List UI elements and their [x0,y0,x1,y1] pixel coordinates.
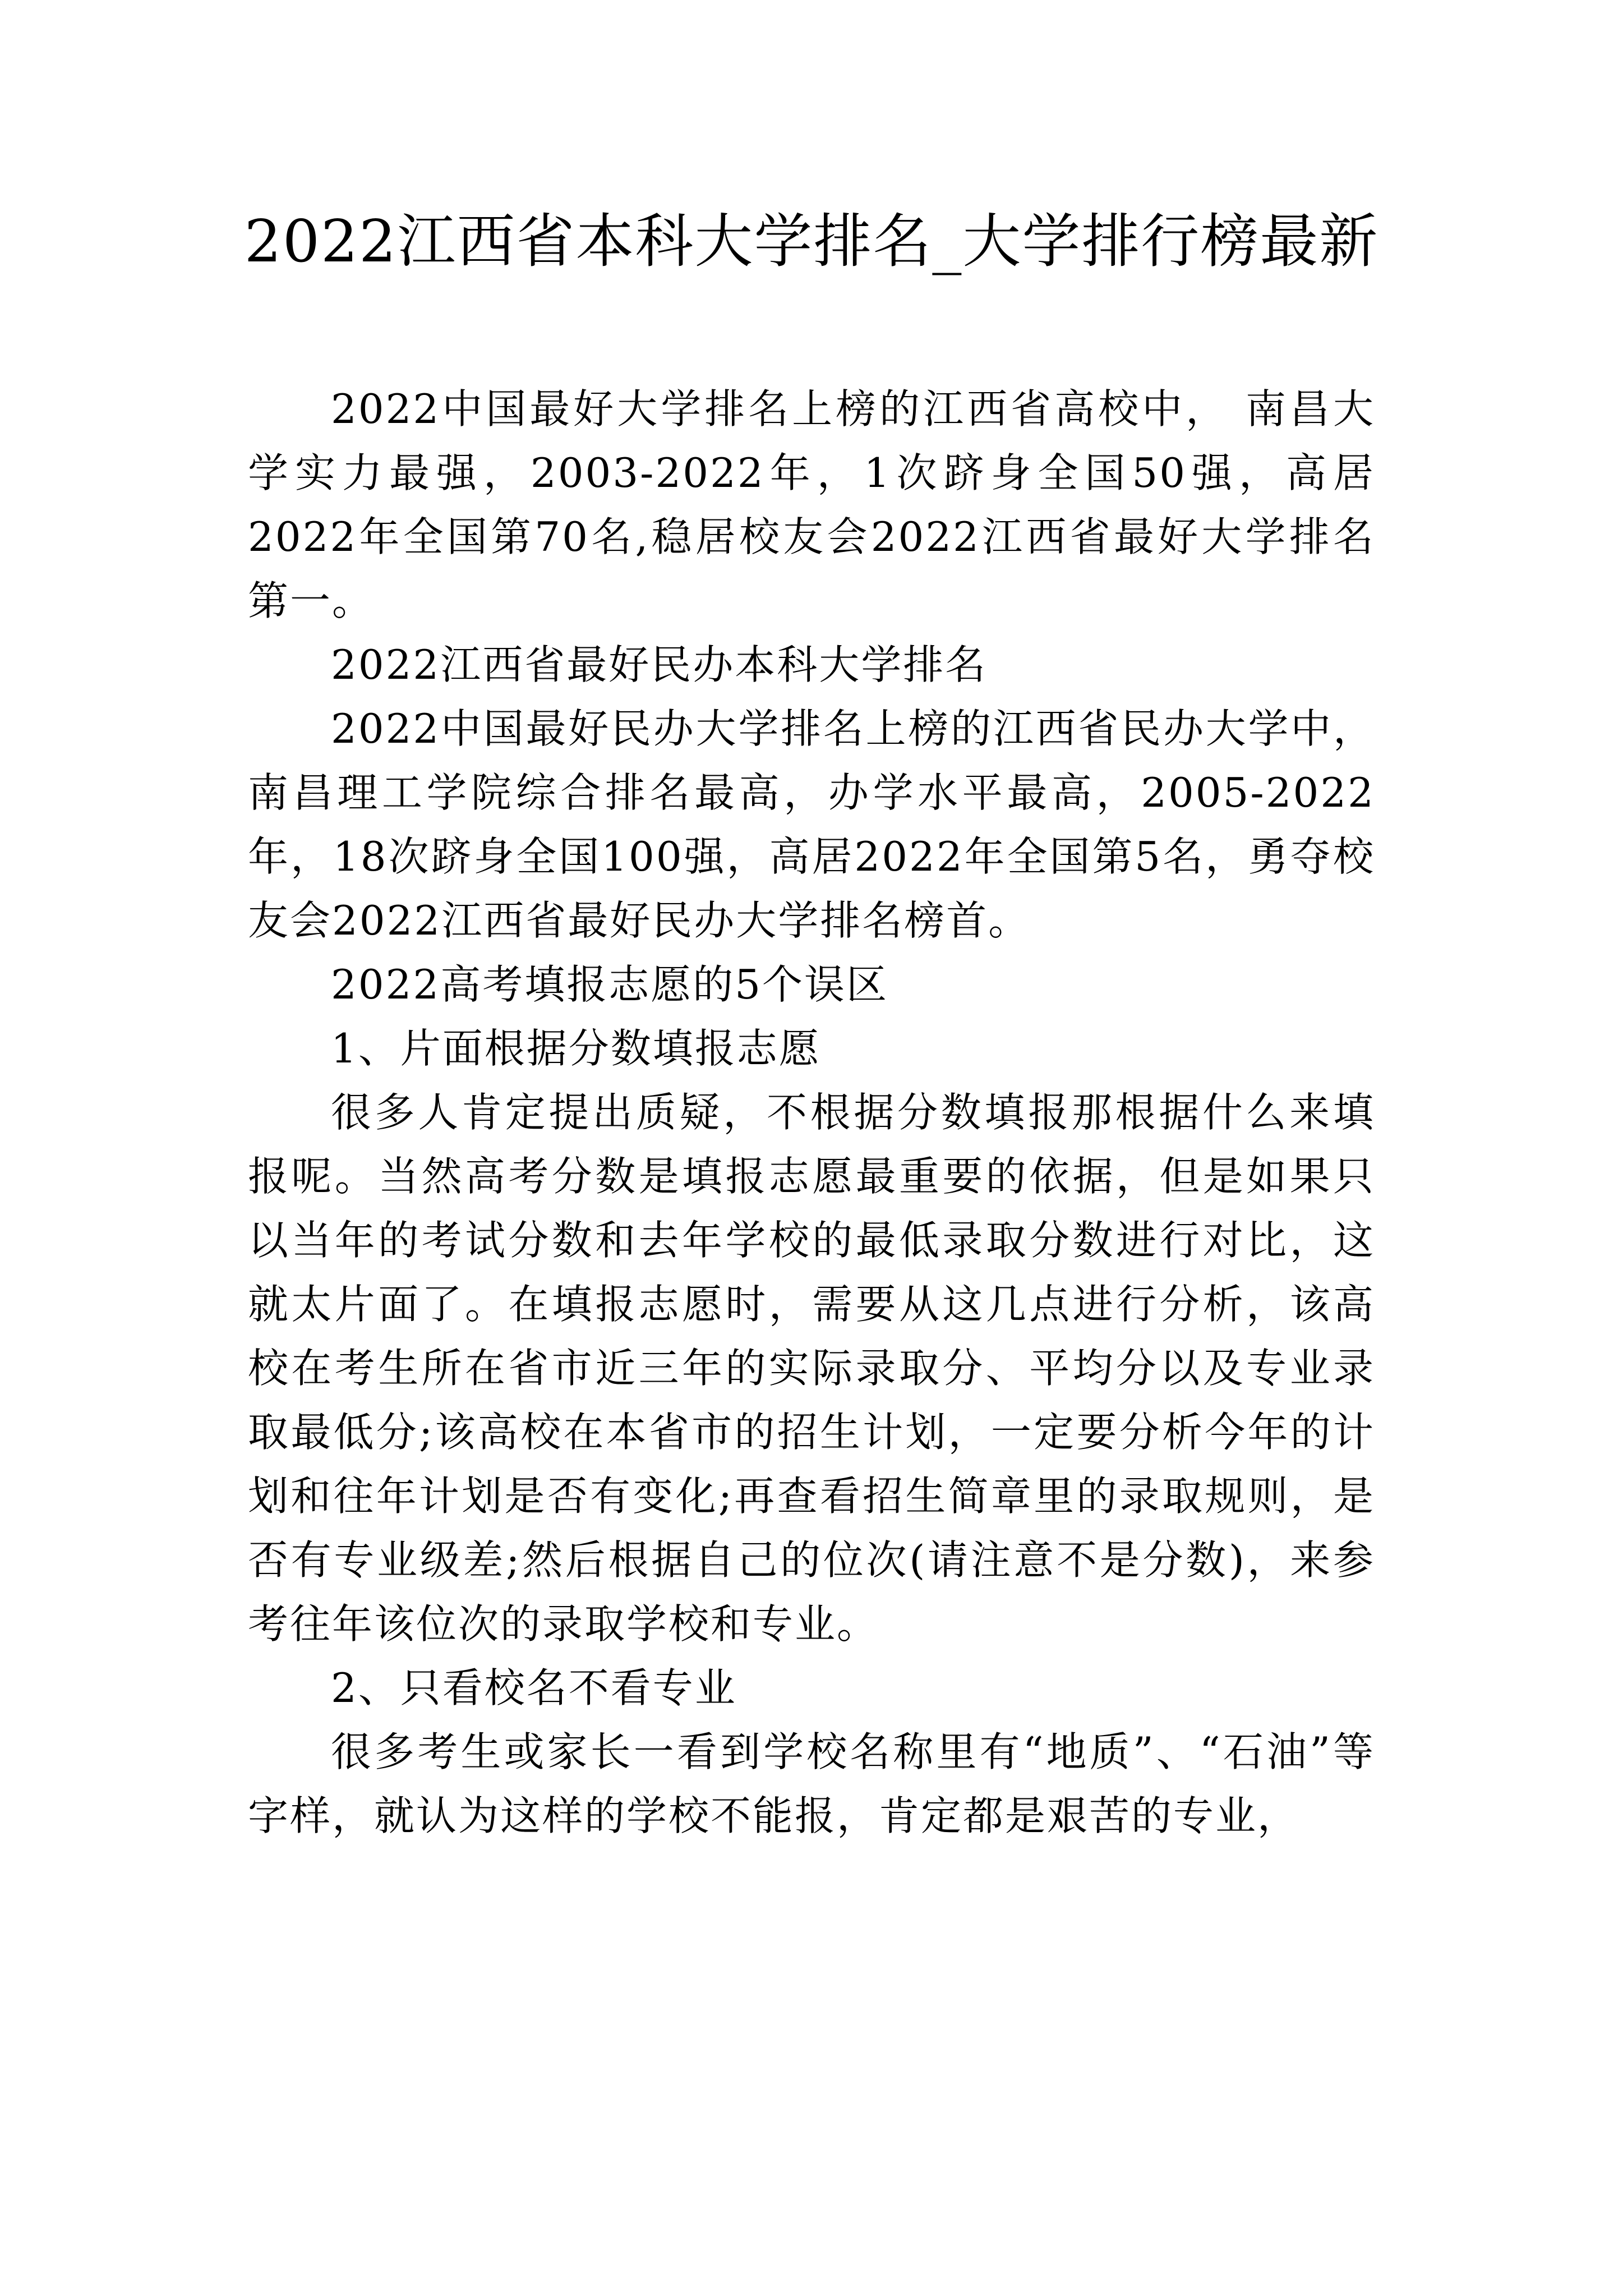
paragraph-mistake-1: 很多人肯定提出质疑，不根据分数填报那根据什么来填报呢。当然高考分数是填报志愿最重要的依据，但是如果只以当年的考试分数和去年学校的最低录取分数进行对比，这就太片面了。在填报志愿时，需要从这几点进行分析，该高校在考生所在省市近三年的实际录取分、平均分以及专业录取最低分;该高校在本省市的招生计划，一定要分析今年的计划和往年计划是否有变化;再查看招生简章里的录取规则，是否有专业级差;然后根据自己的位次(请注意不是分数)，来参考往年该位次的录取学校和专业。 [248,1089,1375,1648]
heading-mistake-2: 2、只看校名不看专业 [331,1664,737,1711]
heading-mistake-1: 1、片面根据分数填报志愿 [331,1025,821,1072]
heading-five-mistakes: 2022高考填报志愿的5个误区 [331,961,889,1008]
document-title: 2022江西省本科大学排名_大学排行榜最新 [244,207,1379,275]
paragraph-nanchang-institute: 2022中国最好民办大学排名上榜的江西省民办大学中，南昌理工学院综合排名最高，办学水平最高，2005-2022年，18次跻身全国100强，高居2022年全国第5名，勇夺校友会2022江西省最好民办大学排名榜首。 [248,705,1375,944]
document-body [248,377,1375,1848]
heading-private-ranking: 2022江西省最好民办本科大学排名 [331,641,988,688]
paragraph-mistake-2: 很多考生或家长一看到学校名称里有“地质”、“石油”等字样，就认为这样的学校不能报，肯定都是艰苦的专业， [248,1728,1375,1839]
paragraph-nanchang-university: 2022中国最好大学排名上榜的江西省高校中， 南昌大学实力最强，2003-2022年，1次跻身全国50强，高居2022年全国第70名,稳居校友会2022江西省最好大学排名第一。 [248,385,1375,624]
